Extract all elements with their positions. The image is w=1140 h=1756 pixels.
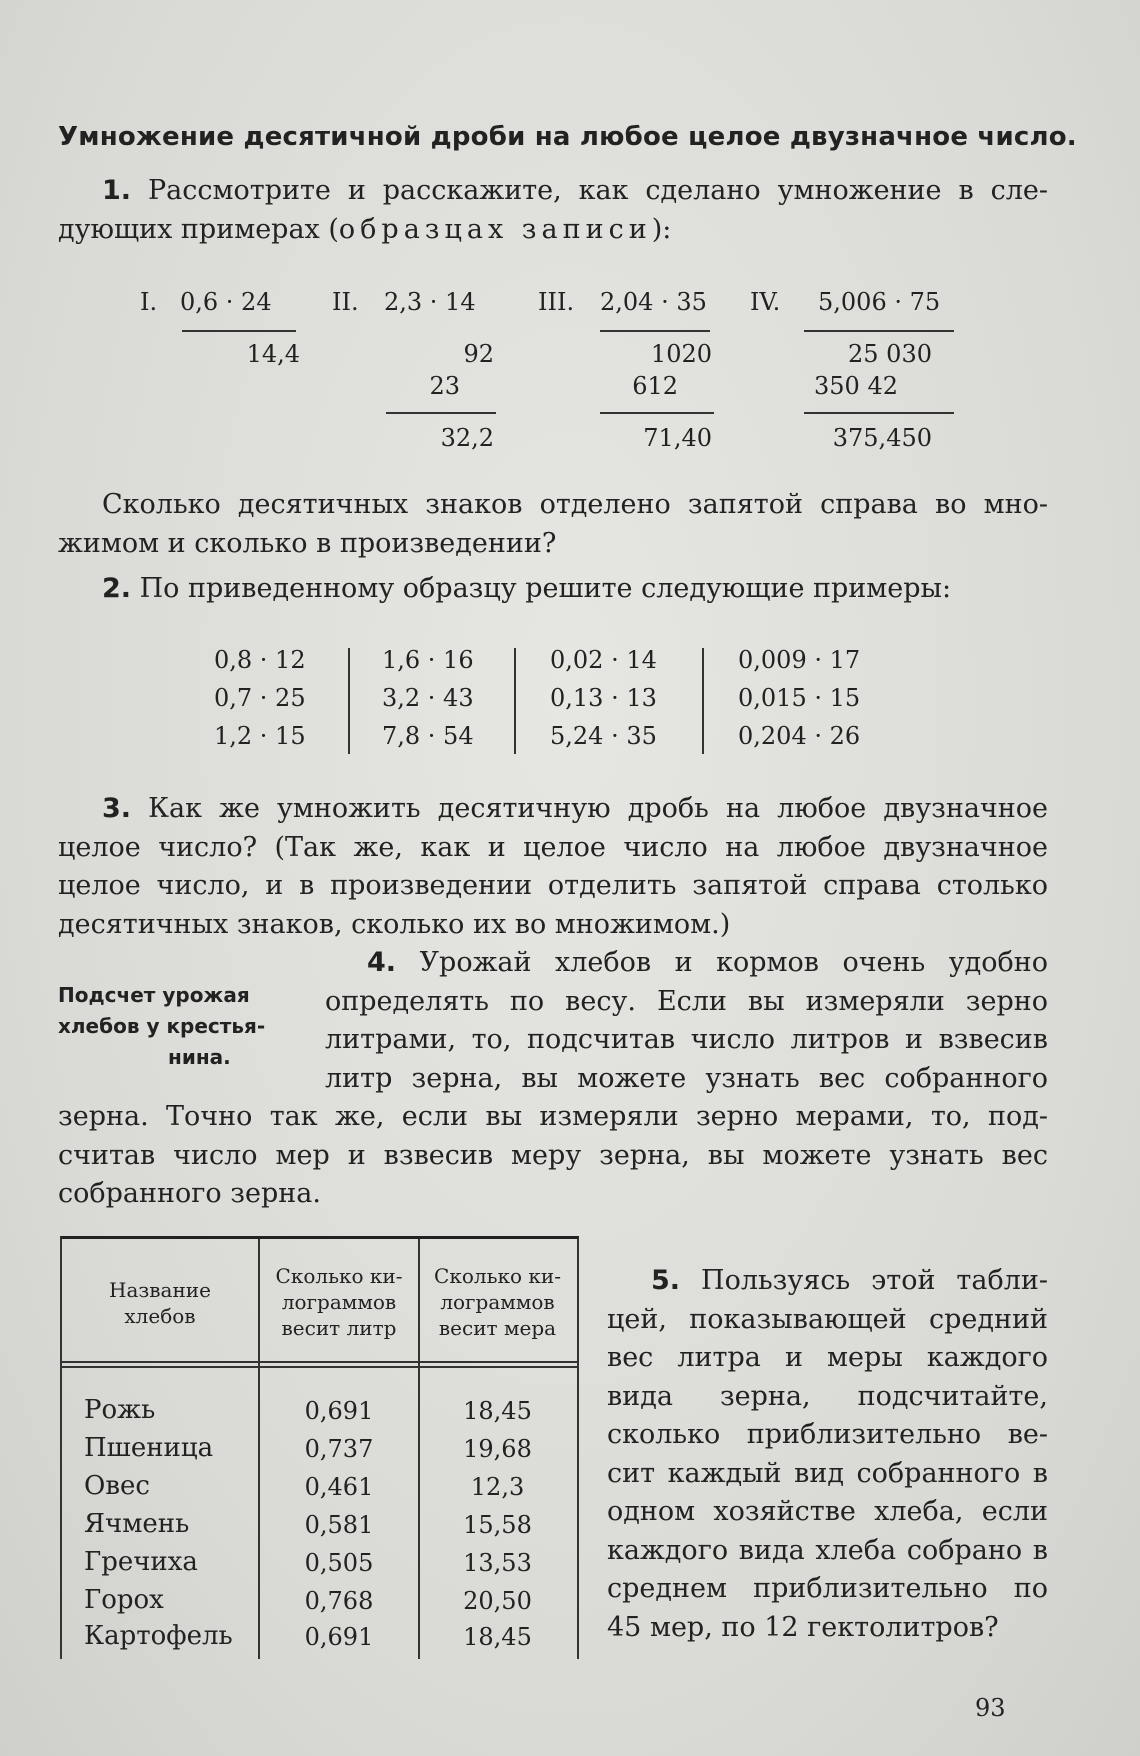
- example-3-partial-1: 1020: [650, 340, 712, 368]
- example-1-expr: 0,6 · 24: [180, 288, 272, 316]
- problem-cell: 0,02 · 14: [550, 646, 657, 674]
- exercise-4-line-1: [325, 944, 1048, 983]
- problem-cell: 0,8 · 12: [214, 646, 306, 674]
- table-row-mera: 18,45: [463, 1397, 532, 1425]
- table-row-name: Горох: [84, 1585, 164, 1615]
- page-number: 93: [975, 1694, 1006, 1722]
- example-4-rule: [804, 412, 954, 414]
- example-4-result: 375,450: [832, 424, 932, 452]
- table-header-text: лограммов: [440, 1290, 555, 1314]
- table-row-name: Пшеница: [84, 1433, 214, 1463]
- exercise-5-number: 5.: [651, 1265, 681, 1296]
- table-header-text: весит литр: [281, 1316, 397, 1340]
- exercise-4-line-4: литр зерна, вы можете узнать вес собранного: [325, 1062, 1048, 1094]
- example-2-rule: [386, 412, 496, 414]
- table-header-text: лограммов: [281, 1290, 397, 1314]
- side-note-line: хлебов у крестья-: [58, 1014, 266, 1038]
- problem-cell: 3,2 · 43: [382, 684, 474, 712]
- exercise-2: [58, 570, 1048, 609]
- example-2: [332, 288, 502, 458]
- exercise-4-rest: зерна. Точно так же, если вы измеряли зерно мерами, то, под-считав число мер и взвесив меру зерна, вы можете узнать вес собранного зерна.: [58, 1101, 1048, 1209]
- problem-cell: 7,8 · 54: [382, 722, 474, 750]
- exercise-1-question: Сколько десятичных знаков отделено запятой справа во мно-жимом и сколько в произведении?: [58, 489, 1048, 559]
- table-row-liter: 0,505: [304, 1549, 374, 1577]
- exercise-3-number: 3.: [102, 793, 132, 824]
- example-3-result: 71,40: [643, 424, 712, 452]
- table-header-text: Сколько ки-: [275, 1264, 403, 1288]
- example-3-label: III.: [538, 288, 575, 316]
- exercise-4-line-2: определять по весу. Если вы измеряли зерно: [325, 985, 1048, 1017]
- table-row-mera: 15,58: [463, 1511, 532, 1539]
- exercise-1-text-a: Рассмотрите и расскажите, как сделано умножение в сле-дующих примерах (: [58, 175, 1048, 245]
- exercise-5-text: Пользуясь этой табли-цей, показывающей средний вес литра и меры каждого вида зерна, подсчитайте, сколько приблизительно ве-сит каждый вид собранного в одном хозяйстве хлеба, если каждого вида хлеба собрано в среднем приблизительно по 45 мер, по 12 гектолитров?: [607, 1265, 1048, 1643]
- exercise-1-spaced: образцах записи: [338, 213, 652, 245]
- exercise-3: [58, 790, 1048, 944]
- example-4-rule-top: [804, 330, 954, 332]
- table-row-mera: 19,68: [463, 1435, 532, 1463]
- exercise-4-number: 4.: [367, 947, 397, 978]
- table-header-mera: [420, 1263, 575, 1341]
- table-header-text: хлебов: [124, 1304, 196, 1328]
- side-note-line: нина.: [168, 1045, 231, 1069]
- problem-cell: 0,015 · 15: [738, 684, 861, 712]
- example-1: [140, 288, 300, 438]
- exercise-2-text: По приведенному образцу решите следующие примеры:: [131, 573, 952, 604]
- exercise-1: [58, 172, 1048, 249]
- grid-divider: [514, 648, 516, 754]
- table-row-mera: 12,3: [470, 1473, 525, 1501]
- example-3-rule: [600, 412, 714, 414]
- example-3-rule-top: [600, 330, 710, 332]
- table-header-rule: [62, 1361, 577, 1363]
- table-row-mera: 13,53: [463, 1549, 532, 1577]
- problem-cell: 0,13 · 13: [550, 684, 657, 712]
- table-row-liter: 0,691: [304, 1623, 374, 1651]
- grid-divider: [348, 648, 350, 754]
- example-2-result: 32,2: [440, 424, 494, 452]
- exercise-1-text-b: ):: [651, 213, 672, 245]
- example-1-result: 14,4: [246, 340, 300, 368]
- example-1-label: I.: [140, 288, 158, 316]
- exercise-3-text: Как же умножить десятичную дробь на любое двузначное целое число? (Так же, как и целое число на любое двузначное целое число, и в произведении отделить запятой справа столько десятичных знаков, сколько их во множимом.): [58, 793, 1048, 940]
- table-row-name: Рожь: [84, 1395, 156, 1425]
- example-2-expr: 2,3 · 14: [384, 288, 476, 316]
- example-4-partial-1: 25 030: [848, 340, 932, 368]
- exercise-1-number: 1.: [102, 175, 132, 206]
- table-header-text: Сколько ки-: [434, 1264, 561, 1288]
- table-row-name: Ячмень: [84, 1509, 190, 1539]
- table-row-mera: 20,50: [463, 1587, 532, 1615]
- table-row-name: Овес: [84, 1471, 150, 1501]
- table-header-name: [62, 1277, 258, 1329]
- example-4-expr: 5,006 · 75: [818, 288, 941, 316]
- example-4: [750, 288, 960, 458]
- side-note-line: Подсчет урожая: [58, 983, 250, 1007]
- example-4-partial-2: 350 42: [814, 372, 898, 400]
- table-row-liter: 0,461: [304, 1473, 374, 1501]
- table-row-liter: 0,581: [304, 1511, 374, 1539]
- example-1-rule: [182, 330, 296, 332]
- example-3-partial-2: 612: [632, 372, 678, 400]
- problem-cell: 1,2 · 15: [214, 722, 306, 750]
- problem-cell: 0,204 · 26: [738, 722, 861, 750]
- exercise-4-lines: [325, 944, 1048, 1098]
- table-row-name: Картофель: [84, 1621, 233, 1651]
- problem-cell: 0,7 · 25: [214, 684, 306, 712]
- table-row-liter: 0,737: [304, 1435, 374, 1463]
- grain-weight-table: [60, 1236, 579, 1659]
- exercise-5: [607, 1262, 1048, 1647]
- example-2-partial-1: 92: [463, 340, 494, 368]
- section-heading: Умножение десятичной дроби на любое целое двузначное число.: [58, 122, 1077, 152]
- table-header-text: весит мера: [438, 1316, 557, 1340]
- problem-cell: 5,24 · 35: [550, 722, 657, 750]
- table-header-liter: [260, 1263, 418, 1341]
- table-header-text: Название: [109, 1278, 211, 1302]
- example-3: [538, 288, 718, 458]
- table-header-rule: [62, 1366, 577, 1368]
- table-row-liter: 0,691: [304, 1397, 374, 1425]
- exercise-4-line-3: литрами, то, подсчитав число литров и взвесив: [325, 1024, 1048, 1055]
- problem-cell: 1,6 · 16: [382, 646, 474, 674]
- exercise-4-line-1-text: Урожай хлебов и кормов очень удобно: [396, 947, 1048, 978]
- problem-cell: 0,009 · 17: [738, 646, 861, 674]
- table-row-name: Гречиха: [84, 1547, 198, 1577]
- example-4-label: IV.: [750, 288, 781, 316]
- grid-divider: [702, 648, 704, 754]
- table-row-liter: 0,768: [304, 1587, 374, 1615]
- exercise-2-number: 2.: [102, 573, 132, 604]
- table-row-mera: 18,45: [463, 1623, 532, 1651]
- example-3-expr: 2,04 · 35: [600, 288, 707, 316]
- example-2-partial-2: 23: [429, 372, 460, 400]
- example-2-label: II.: [332, 288, 359, 316]
- side-note: [58, 980, 288, 1073]
